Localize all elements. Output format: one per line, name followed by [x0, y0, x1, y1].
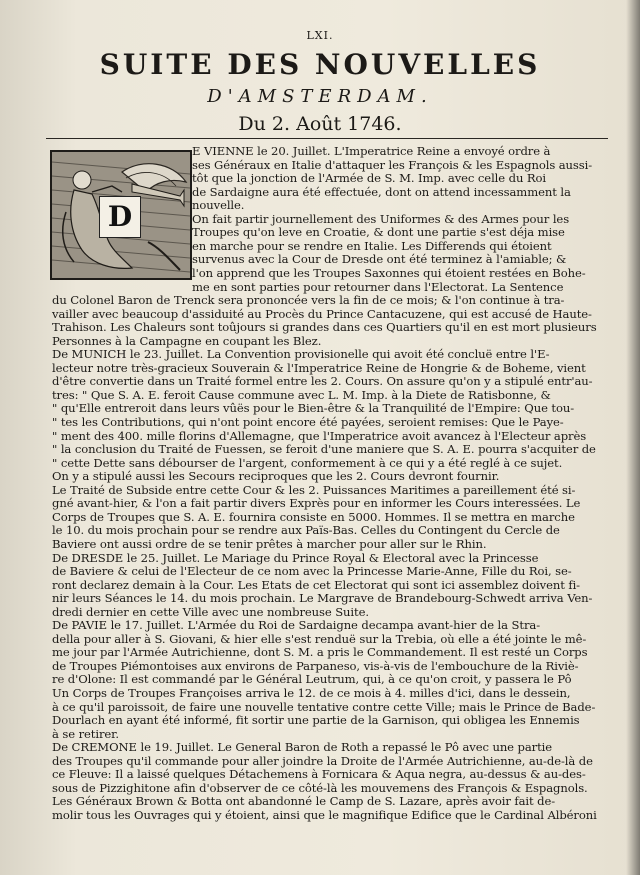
text-line: On y a stipulé aussi les Secours reciproques que les 2. Cours devront fournir.	[52, 469, 500, 484]
text-line: gné avant-hier, & l'on a fait partir divers Exprès pour en informer les Cours interessées. Le	[52, 496, 581, 511]
text-line: vailler avec beaucoup d'assiduité au Procès du Prince Cantacuzene, qui est accusé de Haute-	[52, 306, 592, 321]
text-line: ront declarez demain à la Cour. Les Etats de cet Electorat qui sont ici assemblez doivent fi-	[52, 577, 581, 592]
text-line: tôt que la jonction de l'Armée de S. M. Imp. avec celle du Roi	[192, 171, 547, 186]
text-line: " ment des 400. mille florins d'Allemagne, que l'Imperatrice avoit avancez à l'Electeur après	[52, 428, 587, 443]
text-line: dredi dernier en cette Ville avec une nombreuse Suite.	[52, 604, 369, 619]
text-line: le 10. du mois prochain pour se rendre aux Païs-Bas. Celles du Contingent du Cercle de	[52, 523, 560, 538]
text-line: De DRESDE le 25. Juillet. Le Mariage du Prince Royal & Electoral avec la Princesse	[52, 550, 539, 565]
text-line: Personnes à la Campagne en coupant les Blez.	[52, 333, 322, 348]
initial-letter: D	[107, 200, 133, 233]
text-line: de Sardaigne aura été effectuée, dont on attend incessamment la	[192, 184, 571, 199]
text-line: della pour aller à S. Giovani, & hier elle s'est renduë sur la Trebia, où elle a été jointe le mê-	[52, 631, 587, 646]
text-line: me jour par l'Armée Autrichienne, dont S. M. a pris le Commandement. Il est resté un Corps	[52, 645, 588, 660]
decorated-initial	[50, 150, 192, 280]
text-line: à se retirer.	[52, 726, 119, 741]
text-line: Dourlach en ayant été informé, fit sortir une partie de la Garnison, qui obligea les Ennemis	[52, 713, 580, 728]
text-line: survenus avec la Cour de Dresde ont été terminez à l'amiable; &	[192, 252, 567, 267]
text-line: " la conclusion du Traité de Fuessen, se feroit d'une maniere que S. A. E. pourra s'acquiter de	[52, 442, 596, 457]
text-line: du Colonel Baron de Trenck sera prononcée vers la fin de ce mois; & l'on continue à tra-	[52, 293, 565, 308]
text-line: " qu'Elle entreroit dans leurs vûës pour le Bien-être & la Tranquilité de l'Empire: Que tou-	[52, 401, 575, 416]
text-line: à ce qu'il paroissoit, de faire une nouvelle tentative contre cette Ville; mais le Prince de Bade-	[52, 699, 596, 714]
text-line: De CREMONE le 19. Juillet. Le General Baron de Roth a repassé le Pô avec une partie	[52, 740, 553, 755]
text-line: Un Corps de Troupes Françoises arriva le 12. de ce mois à 4. milles d'ici, dans le dessein,	[52, 686, 571, 700]
text-line: nir leurs Séances le 14. du mois prochain. Le Margrave de Brandebourg-Schwedt arriva Ven-	[52, 591, 593, 606]
text-line: lecteur notre très-gracieux Souverain & l'Imperatrice Reine de Hongrie & de Boheme, vient	[52, 360, 586, 375]
text-line: nouvelle.	[192, 198, 245, 213]
text-line: ce Fleuve: Il a laissé quelques Détachemens à Fornicara & Aqua negra, au-dessus & au-des-	[52, 767, 586, 782]
header-rule	[46, 138, 608, 139]
text-line: tres: " Que S. A. E. feroit Cause commune avec L. M. Imp. à la Diete de Ratisbonne, &	[52, 387, 551, 402]
text-line: De PAVIE le 17. Juillet. L'Armée du Roi de Sardaigne decampa avant-hier de la Stra-	[52, 618, 541, 633]
page-number: LXI.	[306, 29, 334, 42]
text-line: Baviere ont aussi ordre de se tenir prêtes à marcher pour aller sur le Rhin.	[52, 536, 487, 551]
text-line: De MUNICH le 23. Juillet. La Convention provisionelle qui avoit été concluë entre l'E-	[52, 347, 550, 362]
text-line: Trahison. Les Chaleurs sont toûjours si grandes dans ces Quartiers qu'il en est mort plusieurs	[52, 320, 597, 335]
text-line: On fait partir journellement des Uniformes & des Armes pour les	[192, 211, 570, 226]
text-line: Les Généraux Brown & Botta ont abandonné le Camp de S. Lazare, après avoir fait de-	[52, 794, 556, 809]
text-line: E VIENNE le 20. Juillet. L'Imperatrice Reine a envoyé ordre à	[192, 144, 551, 158]
masthead-title: SUITE DES NOUVELLES	[99, 48, 541, 81]
text-line: l'on apprend que les Troupes Saxonnes qui étoient restées en Bohe-	[192, 265, 586, 280]
text-line: " tes les Contributions, qui n'ont point encore été payées, seroient remises: Que le Paye-	[52, 415, 564, 429]
text-line: des Troupes qu'il commande pour aller joindre la Droite de l'Armée Autrichienne, au-de-là de	[52, 753, 593, 768]
text-line: Corps de Troupes que S. A. E. fournira consiste en 5000. Hommes. Il se mettra en marche	[52, 509, 575, 524]
masthead-subtitle: D'AMSTERDAM.	[207, 86, 433, 107]
text-line: Le Traité de Subside entre cette Cour & les 2. Puissances Maritimes a pareillement été si-	[52, 482, 576, 497]
text-line: Troupes qu'on leve en Croatie, & dont une partie s'est déja mise	[192, 225, 565, 240]
issue-date: Du 2. Août 1746.	[238, 113, 402, 135]
text-line: me en sont parties pour retourner dans l'Electorat. La Sentence	[192, 279, 564, 294]
text-line: de Troupes Piémontoises aux environs de Parpaneso, vis-à-vis de l'embouchure de la Riviè-	[52, 658, 579, 673]
text-line: d'être convertie dans un Traité formel entre les 2. Cours. On assure qu'on y a stipulé entr'au-	[52, 374, 593, 389]
text-line: en marche pour se rendre en Italie. Les Differends qui étoient	[192, 238, 552, 253]
text-line: " cette Dette sans débourser de l'argent, conformement à ce qui y a été reglé à ce sujet.	[52, 455, 563, 470]
initial-letter-frame	[99, 196, 141, 238]
text-line: sous de Pizzighitone afin d'observer de ce côté-là les mouvemens des François & Espagnols.	[52, 780, 588, 795]
text-line: molir tous les Ouvrages qui y étoient, ainsi que le magnifique Edifice que le Cardinal Albéroni	[52, 807, 597, 822]
text-line: re d'Olone: Il est commandé par le Général Leutrum, qui, à ce qu'on croit, y passera le Pô	[52, 672, 572, 687]
text-line: ses Généraux en Italie d'attaquer les François & les Espagnols aussi-	[192, 157, 593, 172]
text-line: de Baviere & celui de l'Electeur de ce nom avec la Princesse Marie-Anne, Fille du Roi, se-	[52, 564, 572, 579]
